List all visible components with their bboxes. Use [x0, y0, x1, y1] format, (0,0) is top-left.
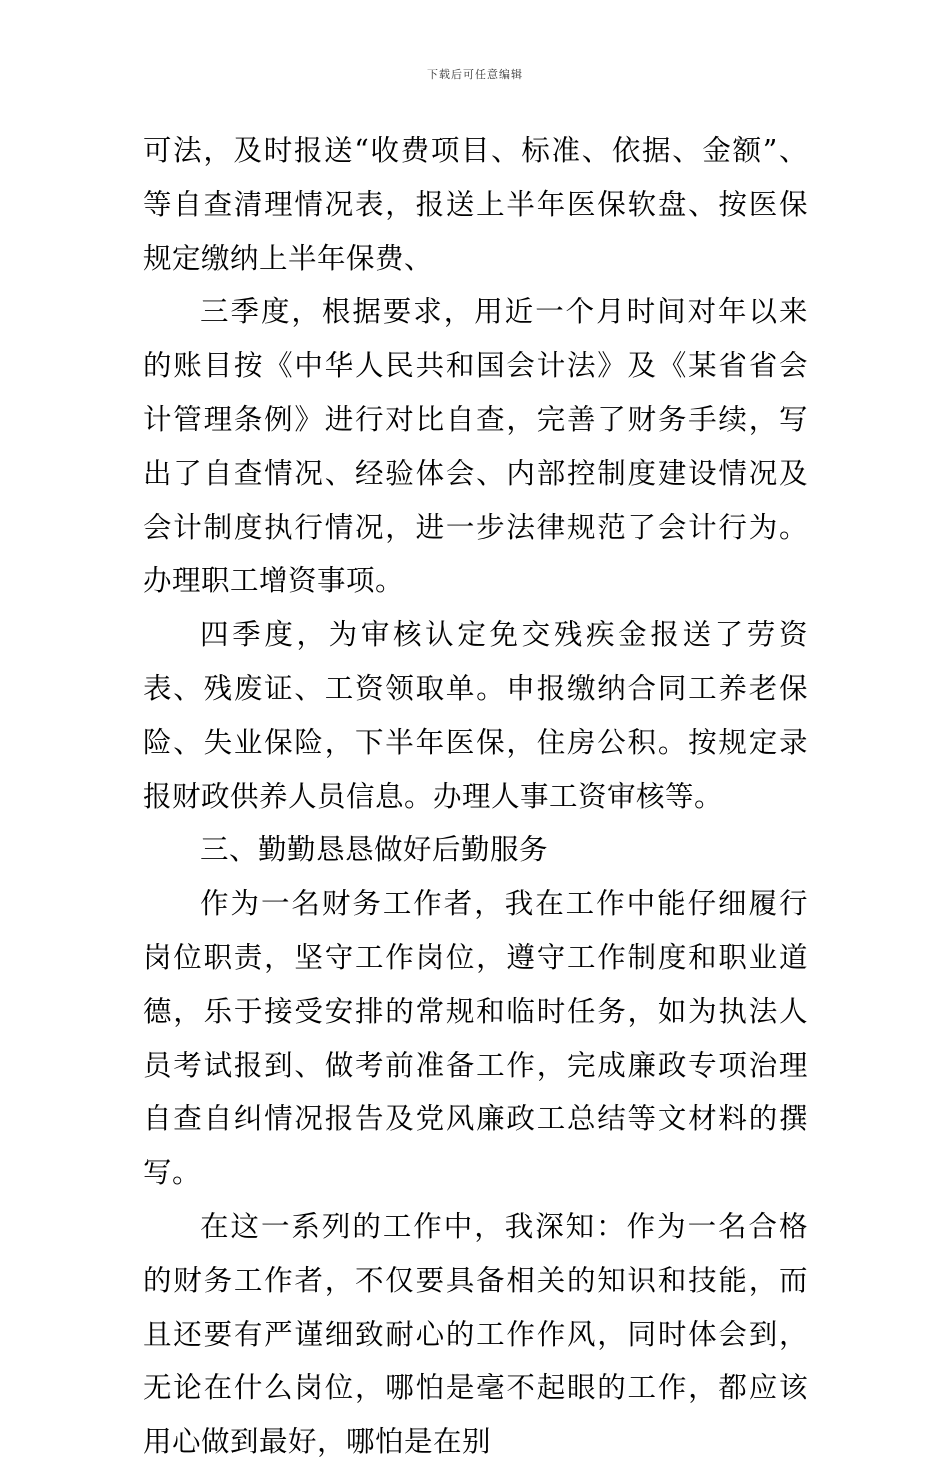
document-body	[143, 124, 808, 1469]
paragraph-fourth-quarter: 四季度，为审核认定免交残疾金报送了劳资表、残废证、工资领取单。申报缴纳合同工养老保险、失业保险，下半年医保，住房公积。按规定录报财政供养人员信息。办理人事工资审核等。	[143, 618, 808, 813]
paragraph-third-quarter: 三季度，根据要求，用近一个月时间对年以来的账目按《中华人民共和国会计法》及《某省省会计管理条例》进行对比自查，完善了财务手续，写出了自查情况、经验体会、内部控制度建设情况及会计制度执行情况，进一步法律规范了会计行为。办理职工增资事项。	[143, 295, 808, 598]
section-heading: 三、勤勤恳恳做好后勤服务	[200, 833, 549, 867]
paragraph-continuation: 可法，及时报送“收费项目、标准、依据、金额”、等自查清理情况表，报送上半年医保软盘、按医保规定缴纳上半年保费、	[143, 134, 808, 275]
paragraph-duties: 作为一名财务工作者，我在工作中能仔细履行岗位职责，坚守工作岗位，遵守工作制度和职业道德，乐于接受安排的常规和临时任务，如为执法人员考试报到、做考前准备工作，完成廉政专项治理自查自纠情况报告及党风廉政工总结等文材料的撰写。	[143, 887, 808, 1190]
paragraph-reflection: 在这一系列的工作中，我深知：作为一名合格的财务工作者，不仅要具备相关的知识和技能，而且还要有严谨细致耐心的工作作风，同时体会到，无论在什么岗位，哪怕是毫不起眼的工作，都应该用心做到最好，哪怕是在别	[143, 1209, 808, 1459]
page-header-note: 下载后可任意编辑	[427, 68, 523, 81]
